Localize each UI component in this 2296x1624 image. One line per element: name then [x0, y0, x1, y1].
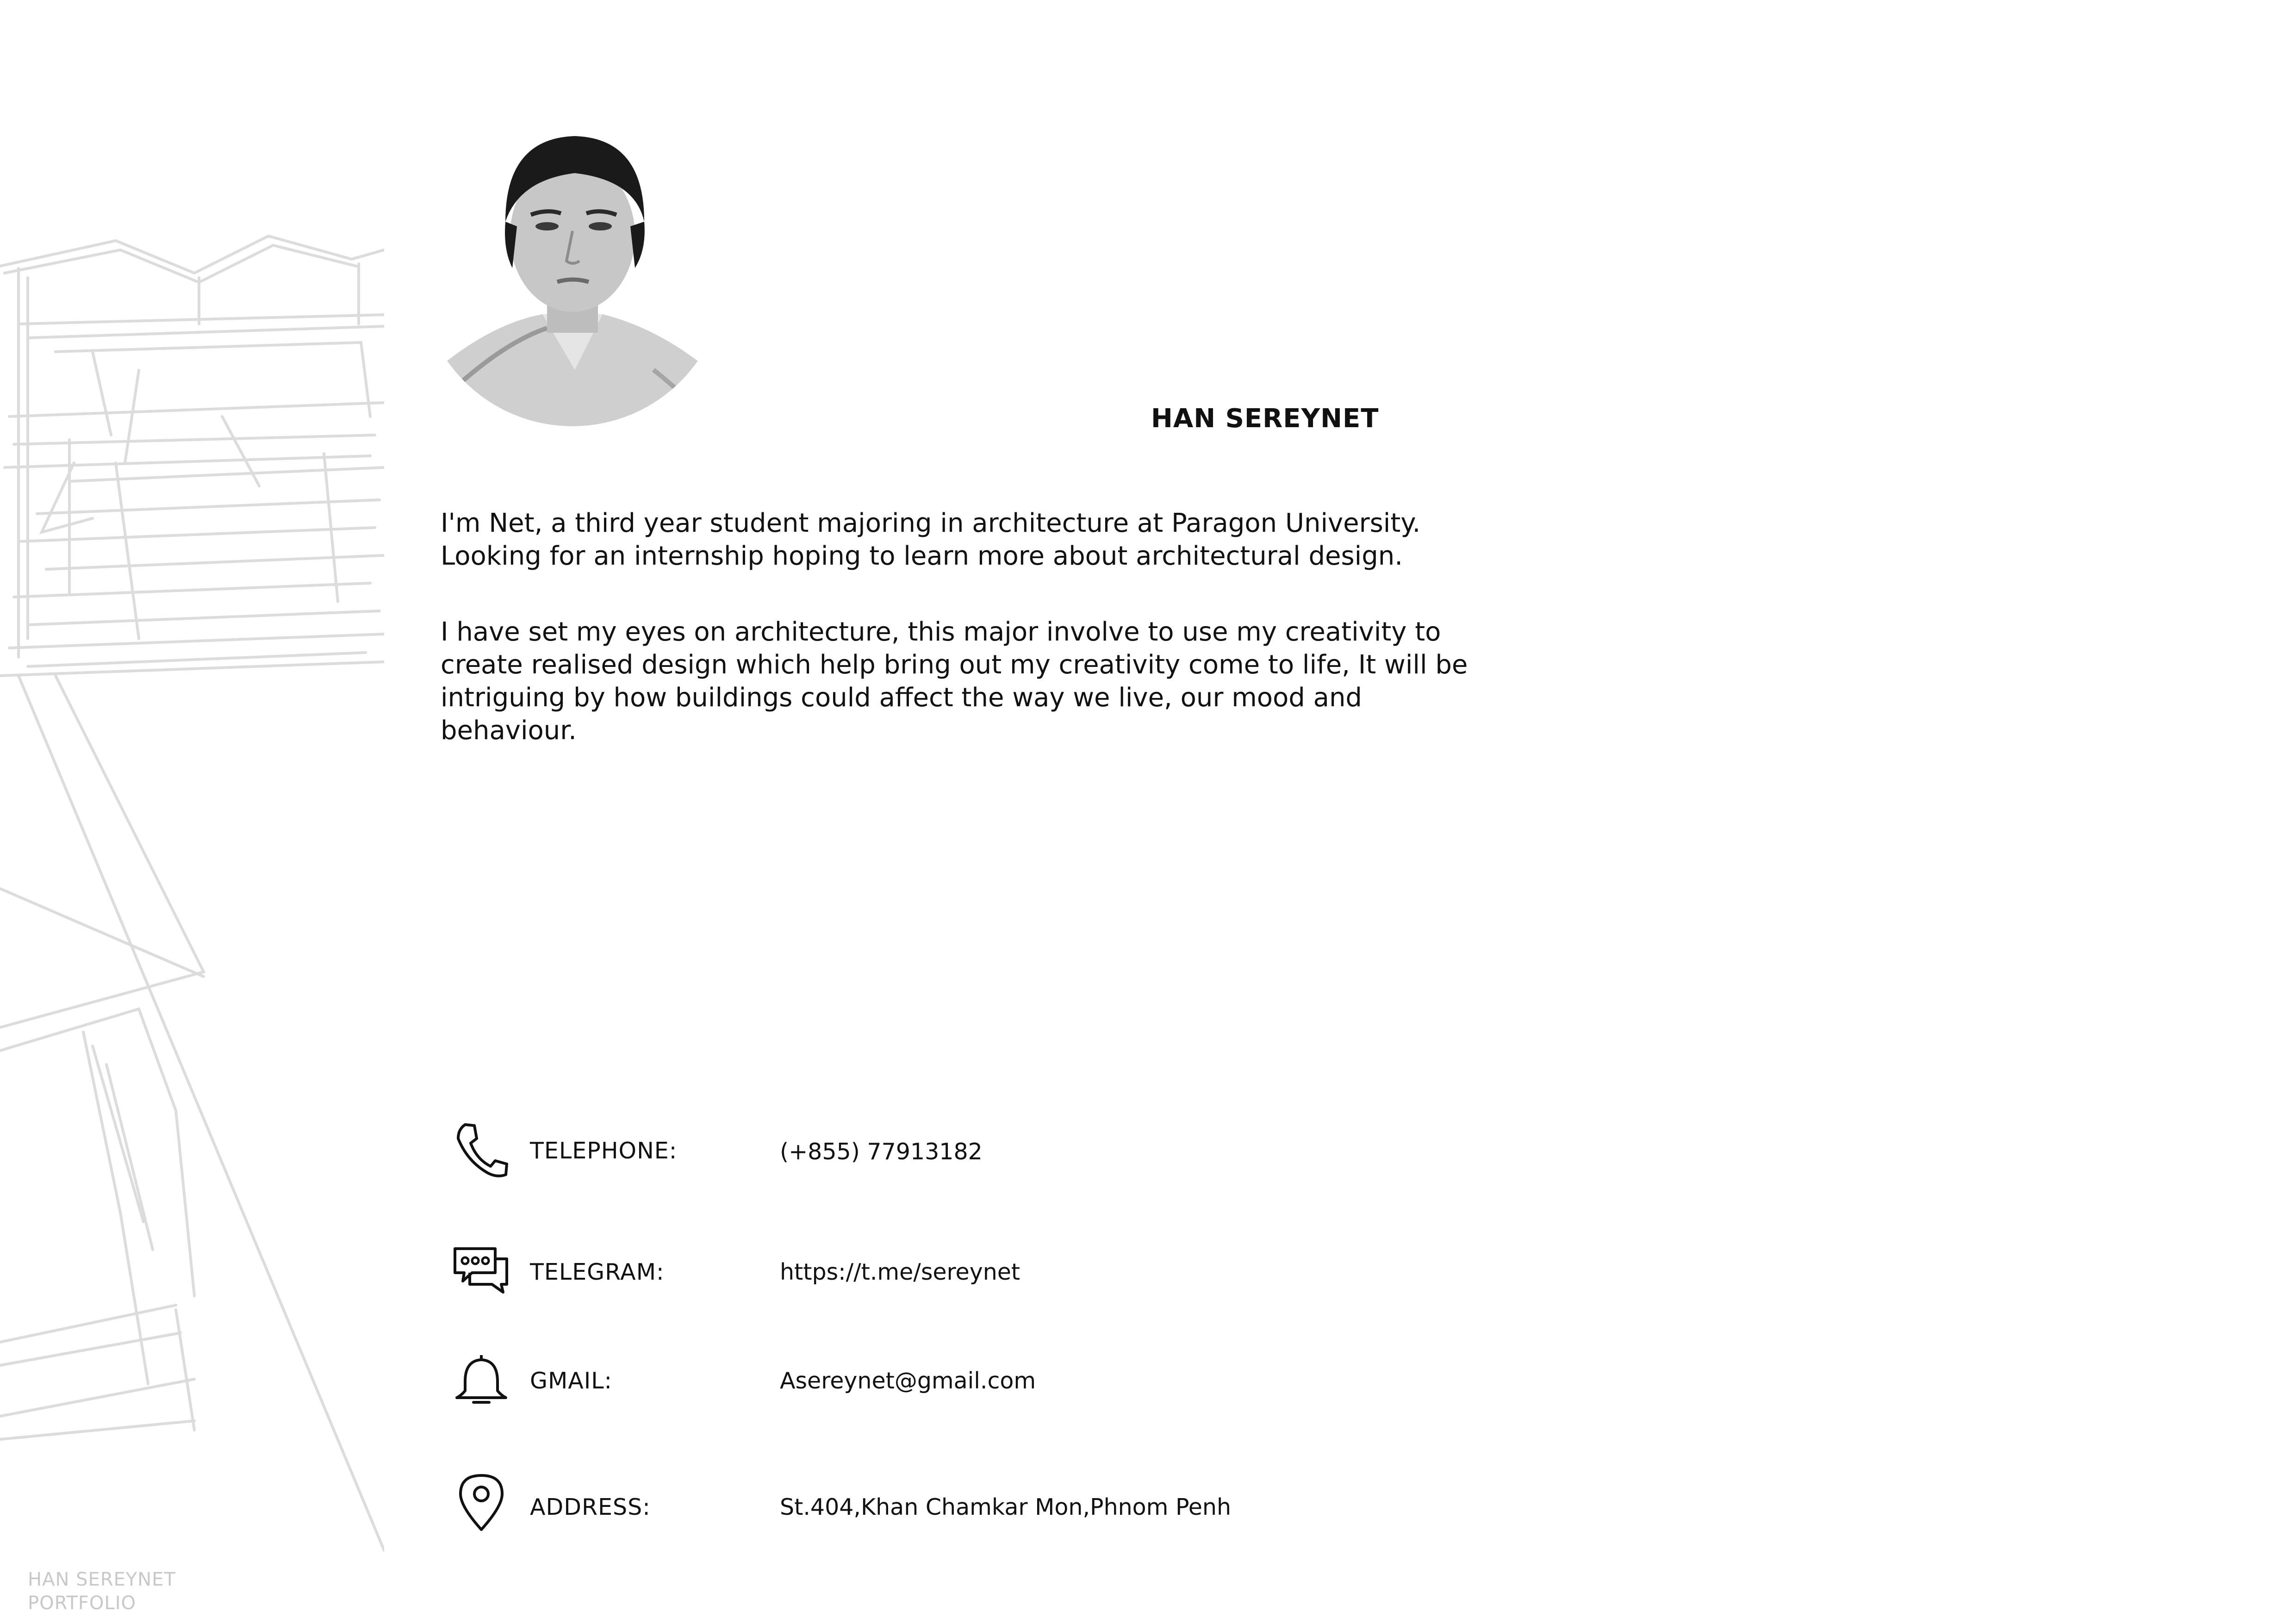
contact-telephone	[451, 1120, 1377, 1180]
chat-bubbles-icon	[451, 1240, 511, 1300]
contact-value: St.404,Khan Chamkar Mon,Phnom Penh	[780, 1494, 1232, 1520]
contact-value: (+855) 77913182	[780, 1139, 983, 1165]
profile-name: HAN SEREYNET	[1151, 404, 1379, 434]
phone-icon	[451, 1120, 511, 1180]
about-paragraph-2: I have set my eyes on architecture, this major involve to use my creativity to create realised design which help bring out my creativity come to life, It will be intriguing by how buildings could affect the way we live, our mood and behaviour.	[441, 617, 1468, 746]
location-pin-icon	[451, 1472, 511, 1532]
profile-photo	[436, 129, 709, 426]
footer-name: HAN SEREYNET	[28, 1569, 176, 1590]
contact-gmail	[451, 1351, 1377, 1412]
footer-caption	[28, 1568, 176, 1615]
about-paragraph-1: I'm Net, a third year student majoring in architecture at Paragon University. Looking for an internship hoping to learn more about architectural design.	[441, 508, 1421, 571]
architectural-sketch-background	[0, 0, 384, 1624]
contact-label: TELEGRAM:	[530, 1259, 665, 1285]
contact-value: Asereynet@gmail.com	[780, 1368, 1036, 1394]
contact-address	[451, 1472, 1377, 1532]
contact-label: TELEPHONE:	[530, 1138, 678, 1164]
contact-value: https://t.me/sereynet	[780, 1259, 1020, 1285]
contact-label: ADDRESS:	[530, 1494, 651, 1520]
footer-title: PORTFOLIO	[28, 1593, 136, 1614]
contact-label: GMAIL:	[530, 1368, 613, 1394]
bell-icon	[451, 1351, 511, 1412]
contact-telegram	[451, 1240, 1377, 1300]
